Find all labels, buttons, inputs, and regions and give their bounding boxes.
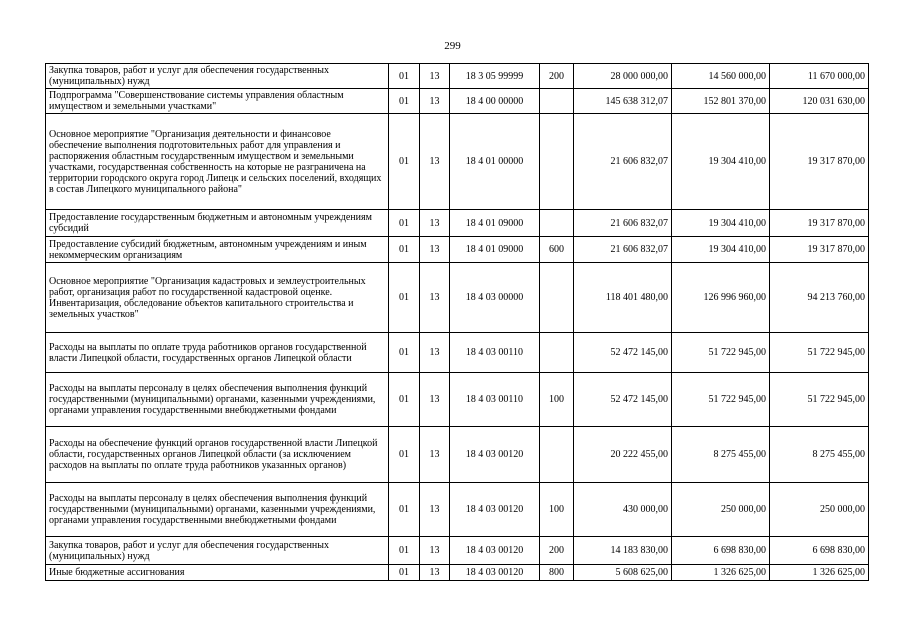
amount-year-2: 126 996 960,00: [672, 263, 770, 333]
target-article-code: 18 4 00 00000: [450, 89, 540, 114]
amount-year-3: 120 031 630,00: [770, 89, 869, 114]
amount-year-2: 1 326 625,00: [672, 565, 770, 581]
amount-year-3: 250 000,00: [770, 483, 869, 537]
row-name: Иные бюджетные ассигнования: [46, 565, 389, 581]
amount-year-2: 19 304 410,00: [672, 210, 770, 237]
amount-year-2: 19 304 410,00: [672, 114, 770, 210]
section-code: 01: [389, 333, 420, 373]
section-code: 01: [389, 483, 420, 537]
section-code: 01: [389, 64, 420, 89]
section-code: 01: [389, 373, 420, 427]
amount-year-3: 11 670 000,00: [770, 64, 869, 89]
row-name: Закупка товаров, работ и услуг для обеспечения государственных (муниципальных) нужд: [46, 537, 389, 565]
subsection-code: 13: [420, 210, 450, 237]
section-code: 01: [389, 210, 420, 237]
target-article-code: 18 4 03 00110: [450, 333, 540, 373]
section-code: 01: [389, 427, 420, 483]
expense-type-code: [540, 210, 574, 237]
expense-type-code: 600: [540, 237, 574, 263]
table-row: [46, 565, 869, 581]
budget-table: [45, 63, 869, 581]
row-name: Расходы на выплаты персоналу в целях обеспечения выполнения функций государственными (муниципальными) органами, казенными учреждениями, органами управления государственными внебюджетными фондами: [46, 373, 389, 427]
amount-year-2: 14 560 000,00: [672, 64, 770, 89]
row-name: Расходы на выплаты по оплате труда работников органов государственной власти Липецкой области, государственных органов Липецкой области: [46, 333, 389, 373]
amount-year-1: 21 606 832,07: [574, 210, 672, 237]
amount-year-1: 20 222 455,00: [574, 427, 672, 483]
target-article-code: 18 4 01 09000: [450, 210, 540, 237]
target-article-code: 18 4 03 00120: [450, 427, 540, 483]
row-name: Расходы на выплаты персоналу в целях обеспечения выполнения функций государственными (муниципальными) органами, казенными учреждениями, органами управления государственными внебюджетными фондами: [46, 483, 389, 537]
amount-year-1: 118 401 480,00: [574, 263, 672, 333]
page-number: 299: [444, 40, 461, 52]
expense-type-code: 200: [540, 537, 574, 565]
row-name: Подпрограмма "Совершенствование системы управления областным имуществом и земельными участками": [46, 89, 389, 114]
section-code: 01: [389, 537, 420, 565]
amount-year-1: 14 183 830,00: [574, 537, 672, 565]
section-code: 01: [389, 565, 420, 581]
amount-year-2: 152 801 370,00: [672, 89, 770, 114]
expense-type-code: 800: [540, 565, 574, 581]
amount-year-2: 19 304 410,00: [672, 237, 770, 263]
amount-year-1: 5 608 625,00: [574, 565, 672, 581]
subsection-code: 13: [420, 114, 450, 210]
subsection-code: 13: [420, 427, 450, 483]
subsection-code: 13: [420, 565, 450, 581]
section-code: 01: [389, 263, 420, 333]
amount-year-2: 51 722 945,00: [672, 373, 770, 427]
amount-year-3: 51 722 945,00: [770, 373, 869, 427]
table-row: [46, 114, 869, 210]
amount-year-1: 52 472 145,00: [574, 333, 672, 373]
row-name: Основное мероприятие "Организация кадастровых и землеустроительных работ, организация работ по государственной кадастровой оценке. Инвентаризация, обследование объектов капитального строительства и земельных участков": [46, 263, 389, 333]
subsection-code: 13: [420, 64, 450, 89]
expense-type-code: [540, 333, 574, 373]
row-name: Расходы на обеспечение функций органов государственной власти Липецкой области, государственных органов Липецкой области (за исключением расходов на выплаты по оплате труда работников указанных органов): [46, 427, 389, 483]
table-row: [46, 237, 869, 263]
target-article-code: 18 4 03 00120: [450, 483, 540, 537]
subsection-code: 13: [420, 333, 450, 373]
amount-year-1: 21 606 832,07: [574, 114, 672, 210]
amount-year-1: 21 606 832,07: [574, 237, 672, 263]
amount-year-3: 19 317 870,00: [770, 114, 869, 210]
subsection-code: 13: [420, 237, 450, 263]
expense-type-code: 200: [540, 64, 574, 89]
amount-year-1: 28 000 000,00: [574, 64, 672, 89]
target-article-code: 18 3 05 99999: [450, 64, 540, 89]
amount-year-1: 145 638 312,07: [574, 89, 672, 114]
expense-type-code: [540, 89, 574, 114]
subsection-code: 13: [420, 263, 450, 333]
table-row: [46, 89, 869, 114]
subsection-code: 13: [420, 537, 450, 565]
expense-type-code: 100: [540, 483, 574, 537]
amount-year-2: 6 698 830,00: [672, 537, 770, 565]
table-row: [46, 537, 869, 565]
section-code: 01: [389, 237, 420, 263]
amount-year-3: 6 698 830,00: [770, 537, 869, 565]
amount-year-3: 51 722 945,00: [770, 333, 869, 373]
row-name: Предоставление государственным бюджетным и автономным учреждениям субсидий: [46, 210, 389, 237]
subsection-code: 13: [420, 483, 450, 537]
target-article-code: 18 4 01 09000: [450, 237, 540, 263]
row-name: Предоставление субсидий бюджетным, автономным учреждениям и иным некоммерческим организациям: [46, 237, 389, 263]
expense-type-code: [540, 114, 574, 210]
table-row: [46, 64, 869, 89]
expense-type-code: [540, 263, 574, 333]
expense-type-code: 100: [540, 373, 574, 427]
amount-year-3: 19 317 870,00: [770, 210, 869, 237]
amount-year-3: 19 317 870,00: [770, 237, 869, 263]
table-row: [46, 333, 869, 373]
target-article-code: 18 4 01 00000: [450, 114, 540, 210]
amount-year-2: 8 275 455,00: [672, 427, 770, 483]
amount-year-2: 250 000,00: [672, 483, 770, 537]
table-row: [46, 373, 869, 427]
subsection-code: 13: [420, 373, 450, 427]
table-body: [46, 64, 869, 581]
amount-year-1: 430 000,00: [574, 483, 672, 537]
target-article-code: 18 4 03 00120: [450, 565, 540, 581]
row-name: Закупка товаров, работ и услуг для обеспечения государственных (муниципальных) нужд: [46, 64, 389, 89]
amount-year-3: 8 275 455,00: [770, 427, 869, 483]
table-row: [46, 427, 869, 483]
amount-year-3: 1 326 625,00: [770, 565, 869, 581]
amount-year-2: 51 722 945,00: [672, 333, 770, 373]
row-name: Основное мероприятие "Организация деятельности и финансовое обеспечение выполнения подготовительных работ для управления и распоряжения областным государственным имуществом и земельными участками, государственная собственность на которые не разграничена на территории городского округа город Липецк и сельских поселений, входящих в состав Липецкого муниципального района": [46, 114, 389, 210]
expense-type-code: [540, 427, 574, 483]
amount-year-1: 52 472 145,00: [574, 373, 672, 427]
subsection-code: 13: [420, 89, 450, 114]
section-code: 01: [389, 114, 420, 210]
target-article-code: 18 4 03 00120: [450, 537, 540, 565]
amount-year-3: 94 213 760,00: [770, 263, 869, 333]
table-row: [46, 263, 869, 333]
table-row: [46, 483, 869, 537]
section-code: 01: [389, 89, 420, 114]
target-article-code: 18 4 03 00000: [450, 263, 540, 333]
target-article-code: 18 4 03 00110: [450, 373, 540, 427]
table-row: [46, 210, 869, 237]
